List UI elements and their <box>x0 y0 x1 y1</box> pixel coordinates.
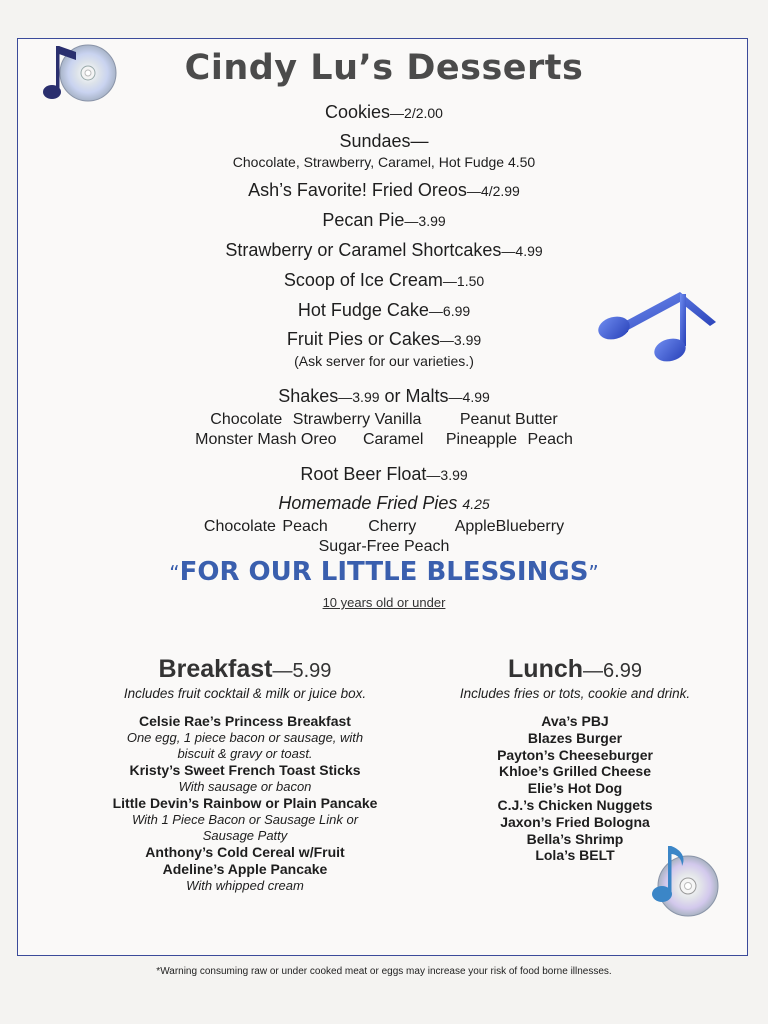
list-item <box>60 762 430 795</box>
list-item: Payton’s Cheeseburger <box>497 746 653 763</box>
item-price: —2/2.00 <box>390 105 443 121</box>
fried-pie-flavors-line1 <box>0 517 768 537</box>
item-price: —4.99 <box>448 389 490 405</box>
lunch-desc: Includes fries or tots, cookie and drink. <box>459 686 691 701</box>
kids-age-note: 10 years old or under <box>322 595 446 610</box>
item-name: Scoop of Ice Cream <box>283 270 443 290</box>
kids-item-desc: One egg, 1 piece bacon or sausage, with <box>126 730 364 745</box>
menu-item-shakes <box>0 383 768 410</box>
item-price: —6.99 <box>428 303 471 319</box>
open-quote: “ <box>169 561 180 585</box>
fried-pie-flavors-line2: Sugar-Free Peach <box>318 538 450 555</box>
item-name: Cookies <box>325 102 391 122</box>
item-price: —1.50 <box>442 273 485 289</box>
list-item: Jaxon’s Fried Bologna <box>500 813 650 830</box>
item-subtext: Chocolate, Strawberry, Caramel, Hot Fudge 4.50 <box>232 154 536 170</box>
item-name-malts: or Malts <box>379 386 449 406</box>
list-item: Bella’s Shrimp <box>526 830 624 847</box>
kids-item-desc: biscuit & gravy or toast. <box>177 746 313 761</box>
item-price: —3.99 <box>426 467 468 483</box>
list-item <box>60 795 430 844</box>
dessert-menu <box>0 98 768 557</box>
item-price: —3.99 <box>439 332 482 348</box>
flavor: Pineapple <box>445 431 518 448</box>
item-price: —3.99 <box>404 213 446 229</box>
flavor: Monster Mash Oreo <box>195 431 337 448</box>
section-price: —5.99 <box>272 660 332 682</box>
menu-item-sundaes <box>0 128 768 154</box>
list-item <box>60 861 430 894</box>
menu-item-cookies <box>0 98 768 128</box>
kids-item-name: Kristy’s Sweet French Toast Sticks <box>129 762 361 778</box>
item-price: —4/2.99 <box>466 183 520 199</box>
menu-item-hot-fudge-cake <box>0 296 768 326</box>
section-title: Lunch <box>508 655 584 683</box>
item-name: Strawberry or Caramel Shortcakes <box>225 240 502 260</box>
lunch-title <box>420 655 730 684</box>
breakfast-section <box>60 655 430 894</box>
flavor: Caramel <box>362 431 424 448</box>
food-warning: *Warning consuming raw or under cooked meat or eggs may increase your risk of food borne illnesses. <box>156 966 612 977</box>
menu-item-fruit-pies <box>0 326 768 353</box>
list-item: Ava’s PBJ <box>541 713 609 729</box>
item-name: Root Beer Float <box>300 464 427 484</box>
kids-item-desc: With whipped cream <box>186 878 304 893</box>
list-item: Khloe’s Grilled Cheese <box>499 763 651 780</box>
menu-item-pecan-pie <box>0 206 768 236</box>
flavor: Cherry <box>368 518 417 535</box>
item-name: Shakes <box>278 386 339 406</box>
item-name: Pecan Pie <box>322 210 405 230</box>
close-quote: ” <box>588 561 599 585</box>
item-name: Fruit Pies or Cakes <box>286 329 440 349</box>
kids-item-desc: With 1 Piece Bacon or Sausage Link or <box>131 812 359 827</box>
shake-flavors-line2 <box>0 430 768 450</box>
flavor: Peach <box>527 431 573 448</box>
shake-flavors-line1 <box>0 410 768 430</box>
item-name: Hot Fudge Cake <box>297 300 429 320</box>
flavor: Peach <box>282 518 328 535</box>
menu-item-shortcakes <box>0 236 768 266</box>
flavor: Strawberry <box>292 411 371 428</box>
lunch-section <box>420 655 730 864</box>
item-price: 4.25 <box>462 496 490 512</box>
flavor: Chocolate <box>203 518 276 535</box>
menu-item-fried-pies <box>0 490 768 517</box>
item-name: Sundaes— <box>339 131 429 151</box>
kids-item-name: Celsie Rae’s Princess Breakfast <box>139 713 351 729</box>
list-item: Lola’s BELT <box>535 847 615 864</box>
kids-item-name: Adeline’s Apple Pancake <box>162 861 328 877</box>
list-item <box>60 844 430 861</box>
breakfast-title <box>60 655 430 684</box>
kids-item-name: Anthony’s Cold Cereal w/Fruit <box>145 844 345 860</box>
list-item: Blazes Burger <box>527 729 623 746</box>
list-item: C.J.’s Chicken Nuggets <box>497 796 653 813</box>
list-item <box>60 713 430 762</box>
menu-item-root-beer-float <box>0 460 768 490</box>
menu-title: Cindy Lu’s Desserts <box>184 48 584 88</box>
flavor: Vanilla <box>374 411 422 428</box>
list-item: Elie’s Hot Dog <box>527 780 623 797</box>
item-name: Homemade Fried Pies <box>278 493 458 513</box>
section-price: —6.99 <box>583 660 642 682</box>
menu-item-fried-oreos <box>0 176 768 206</box>
kids-item-name: Little Devin’s Rainbow or Plain Pancake <box>112 795 378 811</box>
flavor: Peanut Butter <box>459 411 558 428</box>
kids-item-desc: With sausage or bacon <box>178 779 312 794</box>
kids-heading <box>0 557 768 587</box>
kids-item-desc: Sausage Patty <box>202 828 288 843</box>
kids-heading-text: FOR OUR LITTLE BLESSINGS <box>179 557 589 587</box>
flavor: AppleBlueberry <box>454 518 565 535</box>
breakfast-desc: Includes fruit cocktail & milk or juice box. <box>123 686 367 701</box>
item-subtext: (Ask server for our varieties.) <box>294 353 474 369</box>
item-price: —3.99 <box>338 389 380 405</box>
item-name: Ash’s Favorite! Fried Oreos <box>248 180 467 200</box>
menu-item-ice-cream <box>0 266 768 296</box>
item-price: —4.99 <box>501 243 543 259</box>
flavor: Chocolate <box>210 411 283 428</box>
section-title: Breakfast <box>158 655 273 683</box>
